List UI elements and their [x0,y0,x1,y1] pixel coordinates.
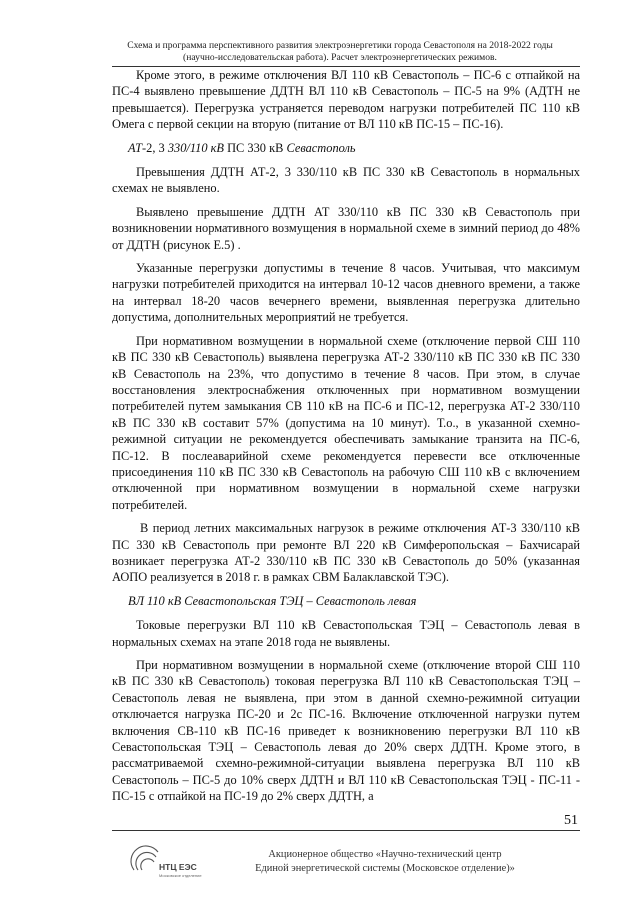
paragraph-1: Кроме этого, в режиме отключения ВЛ 110 кВ Севастополь – ПС-6 с отпайкой на ПС-4 выявлено превышение ДДТН ВЛ 110 кВ Севастополь – ПС-5 на 9% (АДТН не превышается). Перегрузка устраняется переводом нагрузки потребителей ПС 110 кВ Омега с первой секции на вторую (питание от ВЛ 110 кВ ПС-15 – ПС-16). [112,68,580,132]
paragraph-7: Токовые перегрузки ВЛ 110 кВ Севастопольская ТЭЦ – Севастополь левая в нормальных схемах на этапе 2018 года не выявлены. [112,618,580,649]
paragraph-4: Указанные перегрузки допустимы в течение 8 часов. Учитывая, что максимум нагрузки потребителей приходится на интервал 10-12 часов дневного времени, а также на интервал 18-20 часов вечернего времени, выявленная перегрузка длительно допустима, дополнительных мероприятий не требуется. [112,261,580,325]
ntc-ees-logo [128,840,202,884]
paragraph-2: Превышения ДДТН АТ-2, 3 330/110 кВ ПС 330 кВ Севастополь в нормальных схемах не выявлено. [112,165,580,196]
running-header-line-1: Схема и программа перспективного развития электроэнергетики города Севастополя на 2018-2022 годы [127,40,553,51]
footer-rule [112,830,580,831]
heading-at-part-2: -2, 3 [142,140,165,155]
footer-line-1: Акционерное общество «Научно-технический центр [268,849,502,860]
section-heading-at [112,140,580,156]
paragraph-6: В период летних максимальных нагрузок в режиме отключения АТ-3 330/110 кВ ПС 330 кВ Севастополь при ремонте ВЛ 220 кВ Симферопольская – Бахчисарай возникает перегрузка АТ-2 330/110 кВ ПС 330 кВ Севастополь до 50% (указанная АОПО реализуется в 2018 г. в рамках СВМ Балаклавской ТЭС). [112,521,580,585]
logo-text: НТЦ ЕЭС [159,862,197,872]
footer-text [210,848,560,876]
section-heading-vl: ВЛ 110 кВ Севастопольская ТЭЦ – Севастополь левая [128,593,417,608]
heading-at-part-1: АТ [128,140,142,155]
running-header-line-2: (научно-исследовательская работа). Расчет электроэнергетических режимов. [183,52,497,63]
logo-subtext: Московское отделение [159,873,202,878]
page-number: 51 [564,813,578,828]
paragraph-3: Выявлено превышение ДДТН АТ 330/110 кВ ПС 330 кВ Севастополь при возникновении нормативного возмущения в нормальной схеме в зимний период до 48% от ДДТН (рисунок Е.5) . [112,204,580,252]
running-header [100,40,580,64]
heading-at-part-4: ПС 330 кВ [223,140,287,155]
paragraph-8: При нормативном возмущении в нормальной схеме (отключение второй СШ 110 кВ ПС 330 кВ Севастополь) токовая перегрузка ВЛ 110 кВ Севастопольская ТЭЦ – Севастополь левая не выявлена, при этом в данной схемно-режимной ситуации отключается нагрузка ПС-20 и 2с ПС-16. Включение отключенной нагрузки путем включения СВ-110 кВ ПС-16 приведет к возникновению перегрузки ВЛ 110 кВ Севастопольская ТЭЦ – Севастополь левая до 20% сверх ДДТН. Кроме этого, в рассматриваемой схемно-режимной-ситуации выявлена перегрузка ВЛ 110 кВ Севастополь – ПС-5 до 10% сверх ДДТН и ВЛ 110 кВ Севастопольская ТЭЦ - ПС-11 - ПС-15 с отпайкой на ПС-19 до 2% сверх ДДТН, а [112,658,580,804]
heading-at-part-3: 330/110 кВ [164,140,224,155]
paragraph-5: При нормативном возмущении в нормальной схеме (отключение первой СШ 110 кВ ПС 330 кВ Севастополь) выявлена перегрузка АТ-2 330/110 кВ ПС 330 кВ ПС 330 кВ Севастополь на 23%, что допустимо в течение 8 часов. При этом, в случае восстановления электроснабжения отключенных при нормативном возмущении потребителей путем замыкания СВ 110 кВ на ПС-6 и ПС-12, перегрузка АТ-2 330/110 кВ ПС 330 кВ составит 57% (допустима на 10 минут). Т.о., в указанной схемно-режимной ситуации не рекомендуется обеспечивать замыкание транзита на ПС-6, ПС-12. В послеаварийной схеме рекомендуется перевести все отключенные присоединения 110 кВ ПС 330 кВ Севастополь на рабочую СШ 110 кВ с включением отключенной при нормативном возмущении в нормальной схеме нагрузки потребителей. [112,333,580,512]
body-text [112,67,580,812]
heading-at-part-5: Севастополь [286,140,356,155]
footer-line-2: Единой энергетической системы (Московское отделение)» [255,863,515,874]
